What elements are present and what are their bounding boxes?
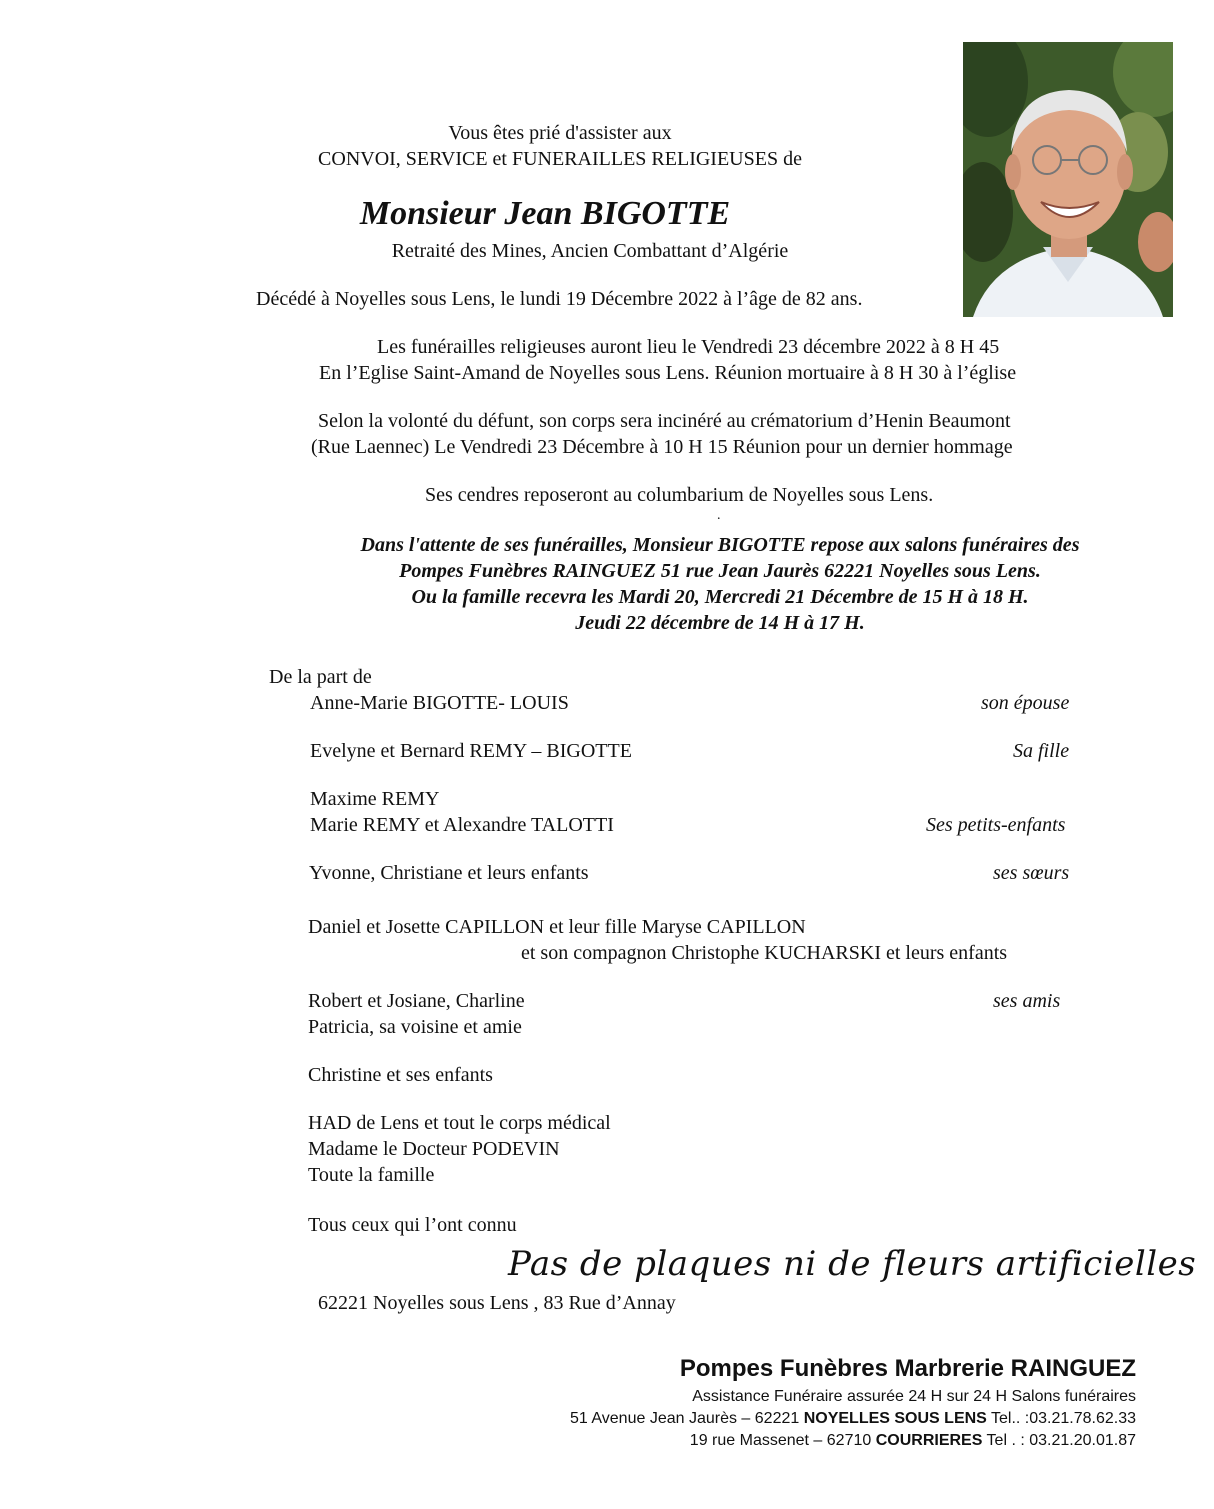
- family-member: Anne-Marie BIGOTTE- LOUIS: [310, 692, 569, 714]
- funerals-line-1: Les funérailles religieuses auront lieu le Vendredi 23 décembre 2022 à 8 H 45: [377, 336, 1000, 358]
- deceased-subtitle: Retraité des Mines, Ancien Combattant d’Algérie: [391, 240, 789, 262]
- family-relation: ses amis: [993, 990, 1061, 1012]
- wait-line-2: Pompes Funèbres RAINGUEZ 51 rue Jean Jaurès 62221 Noyelles sous Lens.: [399, 560, 1041, 582]
- family-member: Toute la famille: [308, 1164, 435, 1186]
- wait-line-1: Dans l'attente de ses funérailles, Monsieur BIGOTTE repose aux salons funéraires des: [360, 534, 1080, 556]
- deceased-name: Monsieur Jean BIGOTTE: [359, 195, 731, 232]
- company-name: Pompes Funèbres Marbrerie RAINGUEZ: [679, 1355, 1136, 1382]
- company-line-3-town: COURRIERES: [875, 1432, 983, 1449]
- no-flowers-note: Pas de plaques ni de fleurs artificielles: [508, 1244, 1197, 1284]
- family-member: Maxime REMY: [310, 788, 440, 810]
- cremation-line-2: (Rue Laennec) Le Vendredi 23 Décembre à 10 H 15 Réunion pour un dernier hommage: [311, 436, 1013, 458]
- ashes-line: Ses cendres reposeront au columbarium de Noyelles sous Lens.: [425, 484, 934, 506]
- family-member: Robert et Josiane, Charline: [308, 990, 525, 1012]
- company-line-3-phone: Tel . : 03.21.20.01.87: [982, 1432, 1136, 1449]
- funerals-line-2: En l’Eglise Saint-Amand de Noyelles sous Lens. Réunion mortuaire à 8 H 30 à l’église: [319, 362, 1017, 384]
- family-relation: Ses petits-enfants: [926, 814, 1066, 836]
- company-line-3: [690, 1430, 1136, 1452]
- family-member: Christine et ses enfants: [308, 1064, 493, 1086]
- wait-line-3: Ou la famille recevra les Mardi 20, Mercredi 21 Décembre de 15 H à 18 H.: [411, 586, 1029, 608]
- family-member: Evelyne et Bernard REMY – BIGOTTE: [310, 740, 632, 762]
- company-line-2-town: NOYELLES SOUS LENS: [803, 1410, 987, 1427]
- family-member: HAD de Lens et tout le corps médical: [308, 1112, 611, 1134]
- family-member: Daniel et Josette CAPILLON et leur fille Maryse CAPILLON: [308, 916, 806, 938]
- family-relation: ses sœurs: [993, 862, 1070, 884]
- family-member: Marie REMY et Alexandre TALOTTI: [310, 814, 614, 836]
- family-member: Patricia, sa voisine et amie: [308, 1016, 522, 1038]
- family-relation: son épouse: [981, 692, 1070, 714]
- family-member: et son compagnon Christophe KUCHARSKI et leurs enfants: [521, 942, 1008, 964]
- company-line-1: Assistance Funéraire assurée 24 H sur 24 H Salons funéraires: [692, 1388, 1136, 1405]
- family-intro: De la part de: [269, 666, 372, 688]
- wait-line-4: Jeudi 22 décembre de 14 H à 17 H.: [575, 612, 865, 634]
- company-line-2-phone: Tel.. :03.21.78.62.33: [986, 1410, 1136, 1427]
- death-notice: Décédé à Noyelles sous Lens, le lundi 19 Décembre 2022 à l’âge de 82 ans.: [256, 288, 863, 310]
- invite-line-1: Vous êtes prié d'assister aux: [448, 122, 672, 144]
- family-member: Yvonne, Christiane et leurs enfants: [309, 862, 589, 884]
- company-line-2: [570, 1408, 1136, 1430]
- family-member: Tous ceux qui l’ont connu: [308, 1214, 517, 1236]
- family-address: 62221 Noyelles sous Lens , 83 Rue d’Annay: [318, 1292, 676, 1314]
- company-line-3-prefix: 19 rue Massenet – 62710: [689, 1432, 876, 1449]
- family-relation: Sa fille: [1013, 740, 1070, 762]
- cremation-line-1: Selon la volonté du défunt, son corps sera incinéré au crématorium d’Henin Beaumont: [318, 410, 1011, 432]
- invite-line-2: CONVOI, SERVICE et FUNERAILLES RELIGIEUSES de: [318, 148, 802, 170]
- separator-dot: .: [717, 508, 721, 523]
- company-line-2-prefix: 51 Avenue Jean Jaurès – 62221: [570, 1410, 804, 1427]
- portrait-photo: [963, 42, 1173, 317]
- family-member: Madame le Docteur PODEVIN: [308, 1138, 560, 1160]
